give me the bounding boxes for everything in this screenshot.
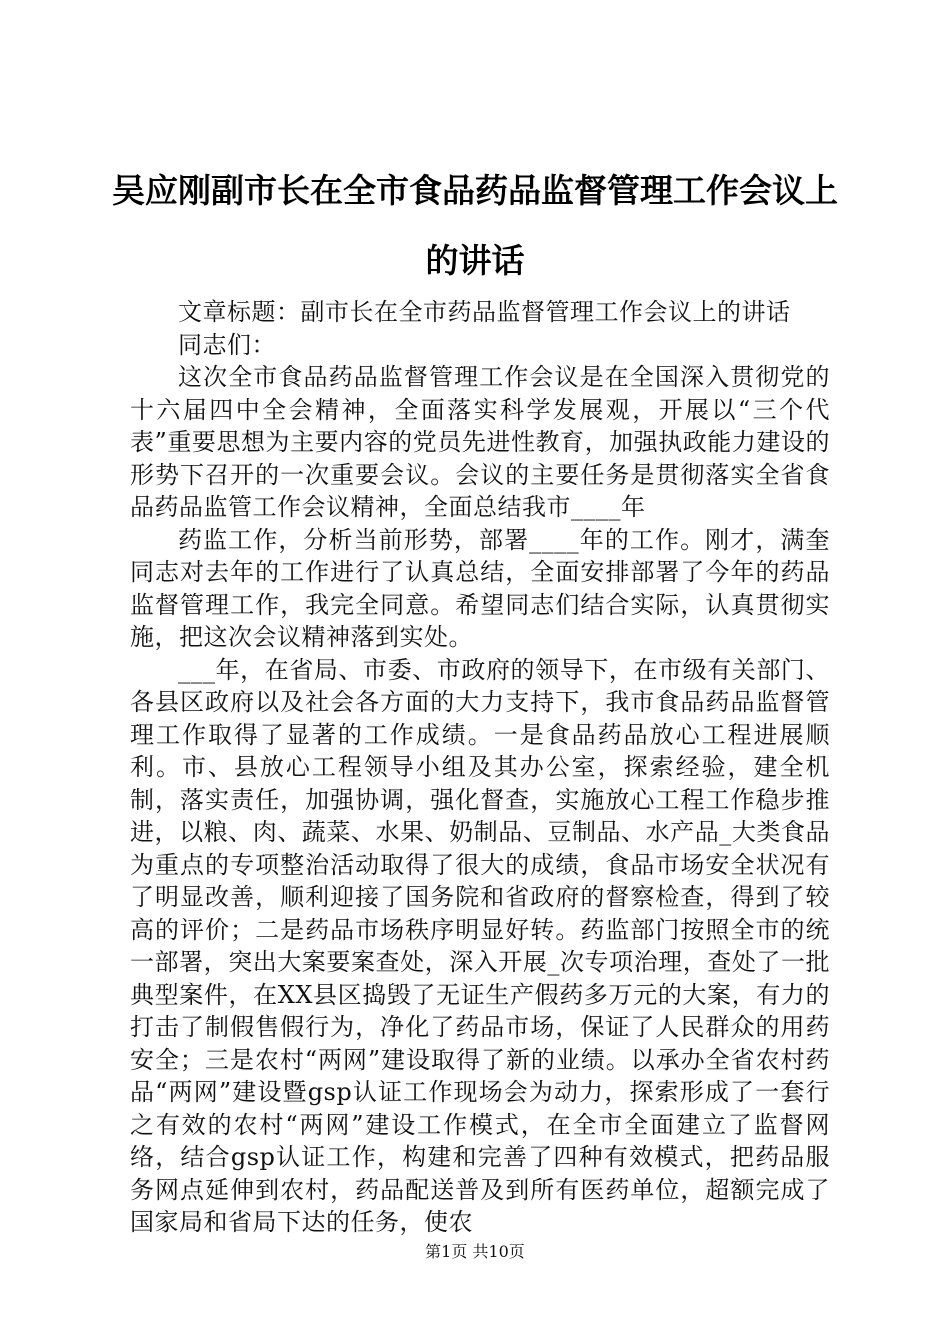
document-body	[130, 296, 830, 1239]
body-paragraph: 药监工作，分析当前形势，部署____年的工作。刚才，满奎同志对去年的工作进行了认真总结，全面安排部署了今年的药品监督管理工作，我完全同意。希望同志们结合实际，认真贯彻实施，把这次会议精神落到实处。	[130, 525, 830, 651]
page-footer: 第1页 共10页	[425, 1242, 525, 1261]
salutation: 同志们：	[178, 330, 276, 359]
body-paragraph: 这次全市食品药品监督管理工作会议是在全国深入贯彻党的十六届四中全会精神，全面落实科学发展观，开展以“三个代表”重要思想为主要内容的党员先进性教育，加强执政能力建设的形势下召开的一次重要会议。会议的主要任务是贯彻落实全省食品药品监管工作会议精神，全面总结我市____年	[130, 363, 830, 521]
article-title-line: 文章标题：副市长在全市药品监督管理工作会议上的讲话	[178, 298, 791, 326]
document-title: 吴应刚副市长在全市食品药品监督管理工作会议上的讲话	[112, 171, 838, 280]
body-paragraph: ___年，在省局、市委、市政府的领导下，在市级有关部门、各县区政府以及社会各方面的大力支持下，我市食品药品监督管理工作取得了显著的工作成绩。一是食品药品放心工程进展顺利。市、县放心工程领导小组及其办公室，探索经验，建全机制，落实责任，加强协调，强化督查，实施放心工程工作稳步推进，以粮、肉、蔬菜、水果、奶制品、豆制品、水产品_大类食品为重点的专项整治活动取得了很大的成绩，食品市场安全状况有了明显改善，顺利迎接了国务院和省政府的督察检查，得到了较高的评价；二是药品市场秩序明显好转。药监部门按照全市的统一部署，突出大案要案查处，深入开展_次专项治理，查处了一批典型案件，在XX县区捣毁了无证生产假药多万元的大案，有力的打击了制假售假行为，净化了药品市场，保证了人民群众的用药安全；三是农村“两网”建设取得了新的业绩。以承办全省农村药品“两网”建设暨gsp认证工作现场会为动力，探索形成了一套行之有效的农村“两网”建设工作模式，在全市全面建立了监督网络，结合gsp认证工作，构建和完善了四种有效模式，把药品服务网点延伸到农村，药品配送普及到所有医药单位，超额完成了国家局和省局下达的任务，使农	[130, 655, 830, 1236]
